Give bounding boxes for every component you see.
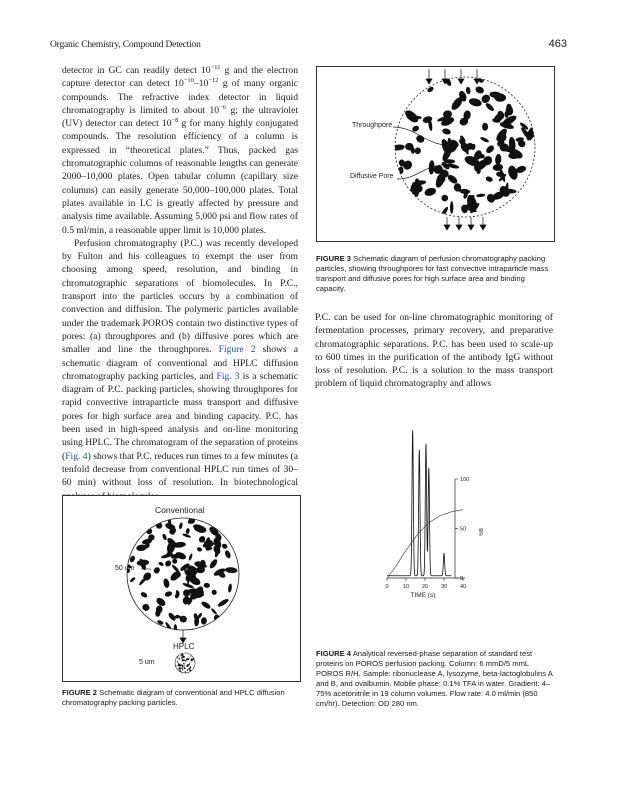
pore-blob: [468, 97, 483, 108]
diffusive-pore-label: Diffusive Pore: [350, 173, 394, 180]
pore-blob: [440, 206, 450, 218]
figure-2-caption: FIGURE 2 Schematic diagram of conventional and HPLC diffusion chromatography packing particles.: [62, 688, 285, 707]
paragraph-detection-limits: detector in GC can readily detect $10^{-11}$ g and the electron capture detector can detect $10^{-10}-10^{-12}$ g of many organic compounds. The refractive index detector in liquid chromatography is limited to about $10^{-6}$ g; the ultraviolet (UV) detector can detect $10^{-8}$ g for many highly conjugated compounds. The resolution efficiency of a column is expressed in “theoretical plates.” Thus, packed gas chromatographic columns of reasonable lengths can generate 2000–10,000 plates. Open tabular column (capillary size columns) can easily generate 50,000–100,000 plates. Total plates available in LC is greatly affected by pressure and analysis time available. Assuming 5,000 psi and flow rates of 0.5 ml/min, a reasonable upper limit is 10,000 plates.: [62, 64, 299, 236]
chart-axes: [387, 479, 465, 578]
x-tick-label: 40: [459, 584, 467, 590]
pore-blob: [440, 194, 449, 203]
right-axis-label: %B: [479, 528, 485, 536]
pore-blob: [480, 136, 490, 143]
pore-blob: [397, 166, 404, 175]
pore-blob: [485, 144, 496, 155]
page-number: 463: [548, 38, 567, 50]
size-50um-label: 50 um: [115, 565, 135, 572]
figure-4-caption: FIGURE 4 Analytical reversed-phase separation of standard test proteins on POROS perfusion packing. Column: 6 mmD/5 mmL POROS R/H. Sample: ribonuclease A, lysozyme, beta-lactoglobulins A and B, and ovalbumin. Mobile phase: 0.1% TFA in water. Gradient: 4–75% acetonitrile in 19 column volumes. Flow rate: 4.0 ml/min (850 cm/hr). Detection: OD 280 nm.: [316, 649, 553, 708]
pore-blob: [414, 147, 422, 155]
pore-blob: [426, 86, 434, 94]
figure-3-link[interactable]: Fig. 3: [216, 370, 240, 382]
pore-blob: [485, 176, 493, 183]
x-tick-label: 20: [421, 584, 429, 590]
figure-2-link[interactable]: Figure 2: [218, 344, 256, 356]
diffusion-particles-diagram: [63, 496, 300, 681]
figure-3-caption: FIGURE 3 Schematic diagram of perfusion chromatography packing particles, showing throughpores for fast convective intraparticle mass transport and diffusive pores for high surface area and binding capacity.: [316, 254, 549, 293]
pore-blob: [424, 187, 438, 198]
right-tick-label: 50: [460, 526, 467, 533]
right-tick-label: 100: [460, 477, 470, 483]
pore-blob: [482, 123, 488, 131]
left-column: [62, 64, 298, 503]
x-axis-label: TIME (s): [410, 592, 436, 599]
absorbance-trace: [387, 430, 451, 576]
pore-blob: [507, 165, 520, 181]
running-head: Organic Chemistry, Compound Detection: [50, 40, 201, 50]
hplc-label: HPLC: [173, 642, 195, 651]
figure-4-chart: [375, 424, 515, 604]
pore-blob: [465, 87, 471, 95]
perfusion-particle-texture: [392, 74, 538, 218]
pore-blob: [442, 127, 452, 135]
x-tick-label: 10: [402, 584, 410, 590]
perfusion-particle-diagram: [317, 67, 554, 241]
paragraph-applications: P.C. can be used for on-line chromatographic monitoring of fermentation processes, primary recovery, and preparative chromatographic separations. P.C. has been used to scale-up to 600 times in the purification of the antibody IgG without loss of resolution. P.C. is a solution to the mass transport problem of liquid chromatography and allows: [315, 312, 553, 390]
figure-2: [62, 495, 301, 682]
pore-blob: [392, 144, 405, 151]
paragraph-perfusion: Perfusion chromatography (P.C.) was recently developed by Fulton and his colleagues to exempt the user from choosing among speed, resolution, and binding in chromatographic separations of biomolecules. In P.C., transport into the particles occurs by a combination of convection and diffusion. The polymeric particles available under the trademark POROS contain two distinctive types of pores: (a) throughpores and (b) diffusive pores which are smaller and line the throughpores. Figure 2 shows a schematic diagram of conventional and HPLC diffusion chromatography packing particles, and Fig. 3 is a schematic diagram of P.C. packing particles, showing throughpores for rapid convective intraparticle mass transport and diffusive pores for high surface area and binding capacity. P.C. has been used in high-speed analysis and on-line monitoring using HPLC. The chromatogram of the separation of proteins (Fig. 4) shows that P.C. reduces run times to a few minutes (a tenfold decrease from conventional HPLC run times of 30–60 min) without loss of resolution. In biotechnological: [62, 237, 298, 489]
pore-blob: [484, 102, 495, 112]
throughpore-label: Throughpore: [352, 122, 393, 129]
right-column: [315, 311, 553, 391]
size-5um-label: 5 um: [139, 659, 155, 666]
pore-blob: [495, 154, 502, 165]
conventional-label: Conventional: [155, 505, 205, 515]
x-tick-label: 30: [440, 584, 448, 590]
figure-4-link[interactable]: Fig. 4: [65, 450, 88, 462]
x-tick-label: 0: [385, 584, 389, 590]
figure-3: [316, 66, 555, 242]
pore-blob: [476, 193, 486, 197]
pore-blob: [474, 85, 485, 95]
pore-blob: [450, 201, 453, 214]
pore-blob: [182, 659, 186, 661]
right-tick-label: 0: [460, 576, 464, 582]
